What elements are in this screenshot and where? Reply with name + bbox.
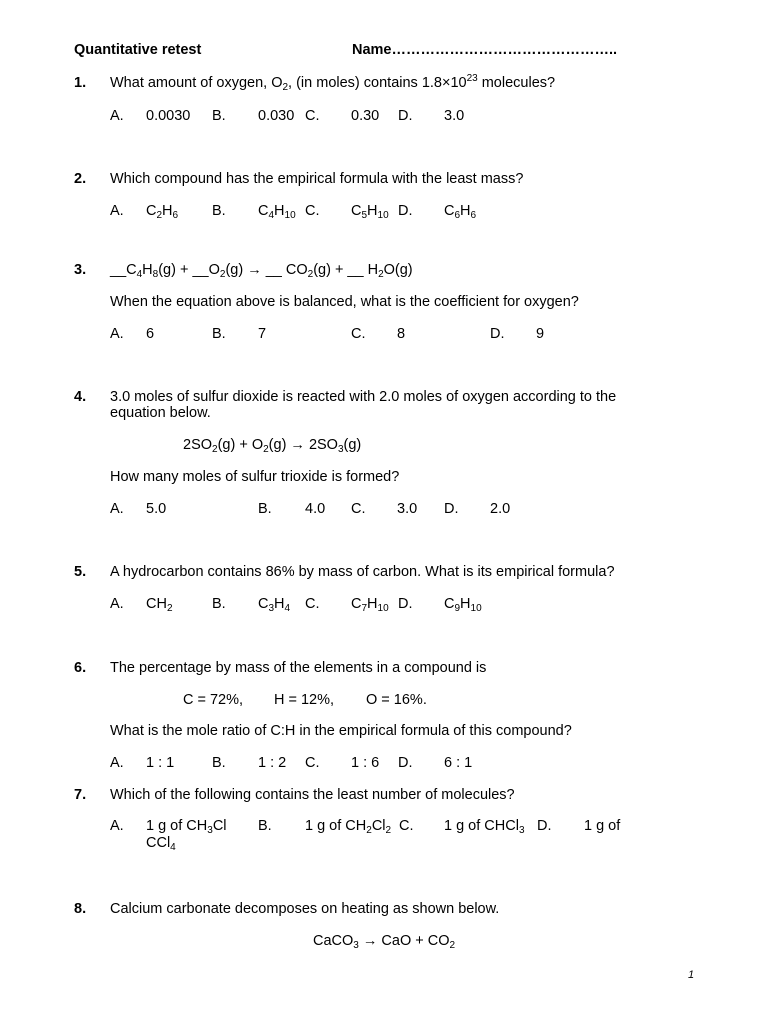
option-letter: A. <box>110 818 124 834</box>
option-letter: D. <box>398 596 413 612</box>
option-formula: $C_5H_{10}$ <box>351 203 389 221</box>
question-4-equation: $2SO_2(g) + O_2(g) \to 2SO_3(g)$ <box>183 437 362 455</box>
option-letter: D. <box>398 755 413 771</box>
option-letter: B. <box>212 203 226 219</box>
option-formula: $C_9H_{10}$ <box>444 596 482 614</box>
question-2-number: 2. <box>74 171 87 187</box>
page-number: 1 <box>688 969 695 981</box>
name-field-label: Name……………………………………….. <box>352 42 618 58</box>
question-7-text: Which of the following contains the least number of molecules? <box>110 787 515 803</box>
option-value: 0.030 <box>258 108 295 124</box>
option-letter: C. <box>351 501 366 517</box>
option-value: 4.0 <box>305 501 326 517</box>
question-8-text: Calcium carbonate decomposes on heating as shown below. <box>110 901 500 917</box>
question-1-number: 1. <box>74 75 87 91</box>
option-formula: 1 g of $CH_3Cl$ <box>146 818 227 836</box>
question-7-number: 7. <box>74 787 87 803</box>
percentage-carbon: C = 72%, <box>183 692 244 708</box>
option-letter: C. <box>305 108 320 124</box>
question-8-number: 8. <box>74 901 87 917</box>
option-letter: D. <box>398 203 413 219</box>
option-value: 8 <box>397 326 406 342</box>
option-value: 7 <box>258 326 267 342</box>
question-3-equation: $\_\_C_4H_8(g)$ + $\_\_O_2(g)$ → __ $CO_2(g)$ + __ $H_2O(g)$ <box>110 262 413 280</box>
option-letter: C. <box>305 755 320 771</box>
option-formula: $C_7H_{10}$ <box>351 596 389 614</box>
question-4-text-continued: equation below. <box>110 405 211 421</box>
option-letter: A. <box>110 108 124 124</box>
percentage-oxygen: O = 16%. <box>366 692 427 708</box>
option-letter: B. <box>212 108 226 124</box>
option-value: 3.0 <box>444 108 465 124</box>
option-formula: $C_3H_4$ <box>258 596 291 614</box>
question-6-text: The percentage by mass of the elements in a compound is <box>110 660 487 676</box>
question-3-text: When the equation above is balanced, what is the coefficient for oxygen? <box>110 294 579 310</box>
option-value: 6 <box>146 326 155 342</box>
option-value: 9 <box>536 326 545 342</box>
question-4-subquestion: How many moles of sulfur trioxide is formed? <box>110 469 400 485</box>
option-letter: A. <box>110 326 124 342</box>
option-letter: D. <box>398 108 413 124</box>
question-3-number: 3. <box>74 262 87 278</box>
option-formula: 1 g of $CH_2Cl_2$ <box>305 818 392 836</box>
option-formula: 1 g of CHCl$_3$ <box>444 818 525 836</box>
option-formula: CCl$_4$ <box>146 835 176 853</box>
option-value: 3.0 <box>397 501 418 517</box>
question-6-subquestion: What is the mole ratio of C:H in the empirical formula of this compound? <box>110 723 572 739</box>
option-letter: C. <box>351 326 366 342</box>
option-letter: C. <box>399 818 414 834</box>
option-letter: B. <box>212 326 226 342</box>
option-value: 1 g of <box>584 818 621 834</box>
option-value: 1 : 6 <box>351 755 380 771</box>
option-value: 0.0030 <box>146 108 191 124</box>
option-value: 5.0 <box>146 501 167 517</box>
question-1-text: What amount of oxygen, $O_2$, (in moles) contains $1.8\times 10^{23}$ molecules? <box>110 73 556 93</box>
option-formula: $C_6H_6$ <box>444 203 477 221</box>
option-letter: A. <box>110 501 124 517</box>
option-letter: B. <box>212 596 226 612</box>
option-letter: C. <box>305 203 320 219</box>
option-letter: B. <box>212 755 226 771</box>
percentage-hydrogen: H = 12%, <box>274 692 335 708</box>
question-5-number: 5. <box>74 564 87 580</box>
option-value: 1 : 1 <box>146 755 175 771</box>
option-letter: A. <box>110 203 124 219</box>
option-value: 1 : 2 <box>258 755 287 771</box>
question-4-text: 3.0 moles of sulfur dioxide is reacted with 2.0 moles of oxygen according to the <box>110 389 617 405</box>
option-value: 6 : 1 <box>444 755 473 771</box>
option-formula: $C_2H_6$ <box>146 203 179 221</box>
option-value: 0.30 <box>351 108 380 124</box>
option-formula: $C_4H_{10}$ <box>258 203 296 221</box>
option-letter: D. <box>444 501 459 517</box>
question-6-number: 6. <box>74 660 87 676</box>
option-letter: D. <box>537 818 552 834</box>
option-formula: $CH_2$ <box>146 596 173 614</box>
question-8-equation: CaCO$_3$ → CaO + $CO_2$ <box>313 933 456 951</box>
option-letter: A. <box>110 596 124 612</box>
question-4-number: 4. <box>74 389 87 405</box>
question-2-text: Which compound has the empirical formula with the least mass? <box>110 171 524 187</box>
option-letter: D. <box>490 326 505 342</box>
option-letter: B. <box>258 818 272 834</box>
page-title: Quantitative retest <box>74 42 202 58</box>
option-letter: B. <box>258 501 272 517</box>
option-letter: C. <box>305 596 320 612</box>
option-value: 2.0 <box>490 501 511 517</box>
option-letter: A. <box>110 755 124 771</box>
question-5-text: A hydrocarbon contains 86% by mass of carbon. What is its empirical formula? <box>110 564 615 580</box>
